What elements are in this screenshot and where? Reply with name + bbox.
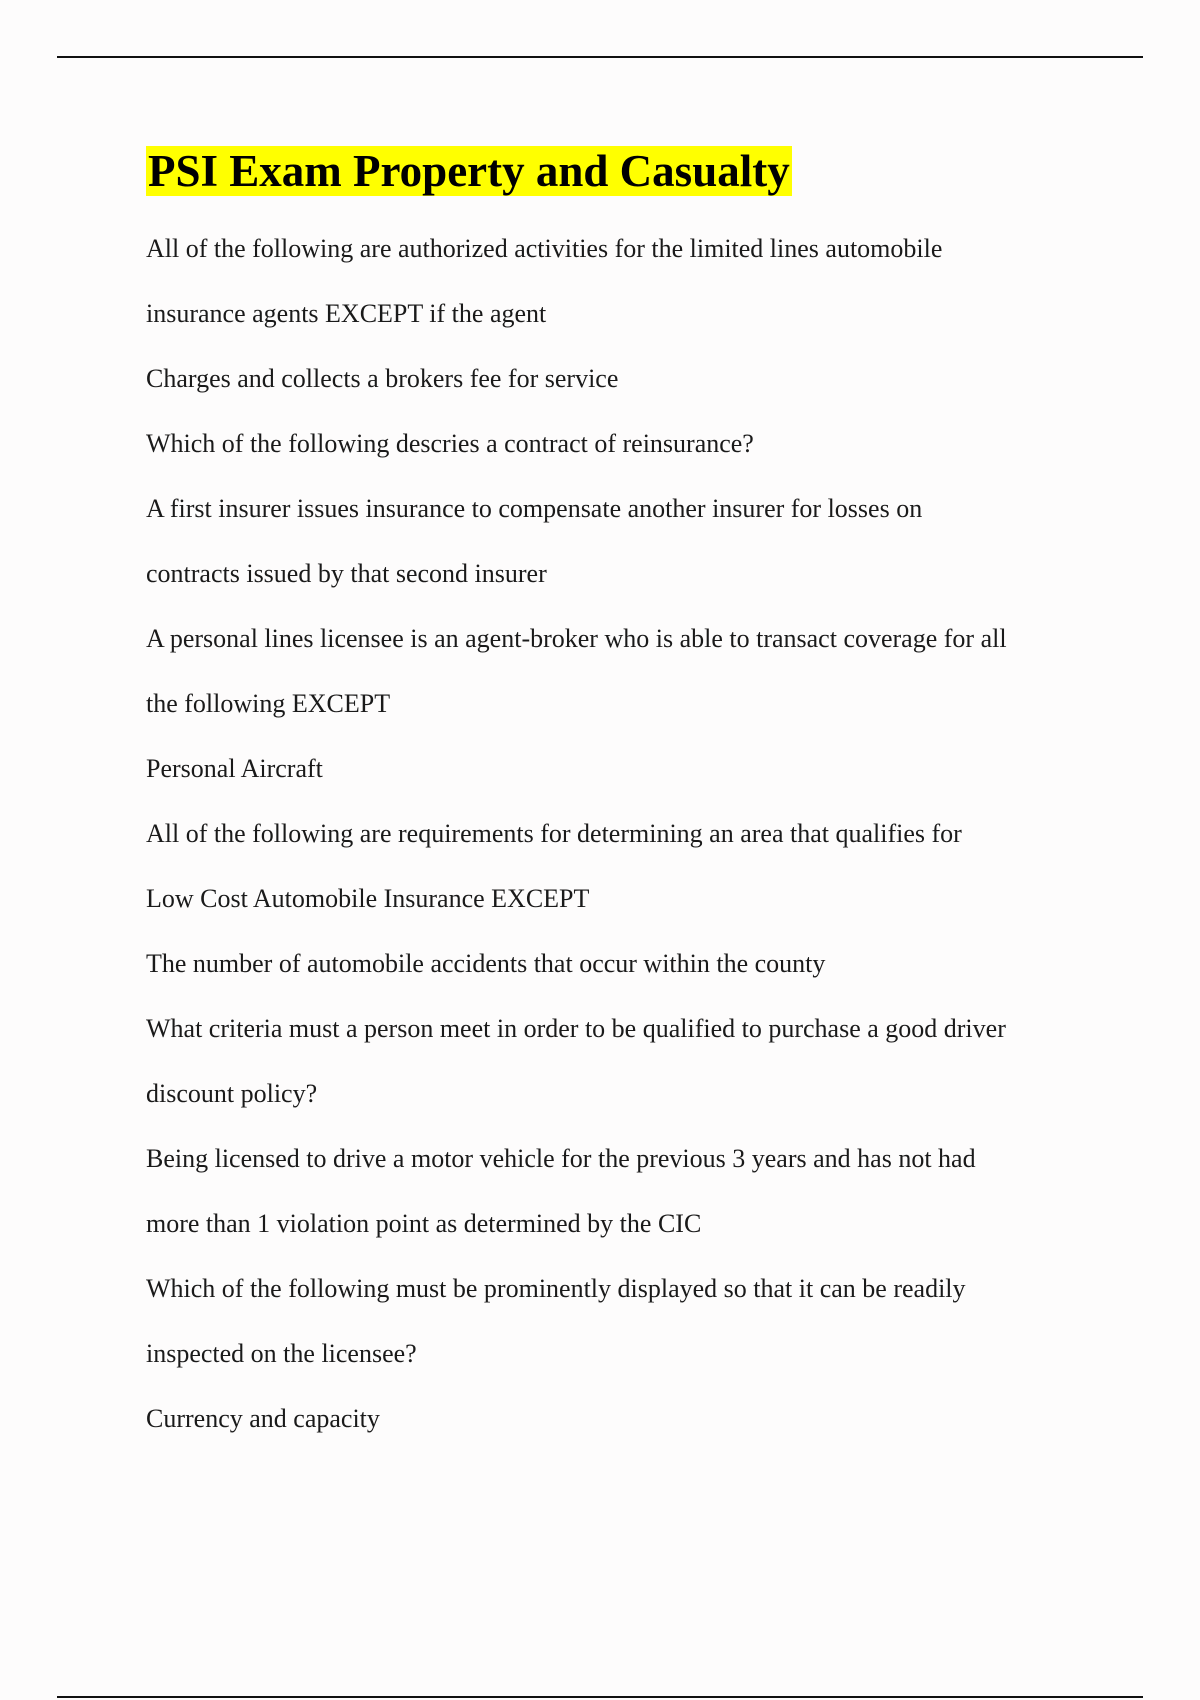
text-line: The number of automobile accidents that occur within the county bbox=[146, 949, 826, 978]
text-line: What criteria must a person meet in order to be qualified to purchase a good driver bbox=[146, 1014, 1006, 1043]
text-line: All of the following are requirements for determining an area that qualifies for bbox=[146, 819, 962, 848]
text-line: Charges and collects a brokers fee for service bbox=[146, 364, 619, 393]
text-line: Which of the following must be prominently displayed so that it can be readily bbox=[146, 1274, 966, 1303]
page-title bbox=[146, 140, 1106, 202]
text-line: Personal Aircraft bbox=[146, 754, 323, 783]
text-line: Currency and capacity bbox=[146, 1404, 380, 1433]
top-divider bbox=[57, 56, 1143, 58]
text-line: Being licensed to drive a motor vehicle for the previous 3 years and has not had bbox=[146, 1144, 976, 1173]
text-line: inspected on the licensee? bbox=[146, 1339, 417, 1368]
document-body bbox=[146, 140, 1106, 1451]
text-line: A personal lines licensee is an agent-broker who is able to transact coverage for all bbox=[146, 624, 1007, 653]
bottom-divider bbox=[57, 1696, 1143, 1698]
text-line: discount policy? bbox=[146, 1079, 318, 1108]
text-line: contracts issued by that second insurer bbox=[146, 559, 547, 588]
text-line: the following EXCEPT bbox=[146, 689, 391, 718]
text-line: All of the following are authorized activities for the limited lines automobile bbox=[146, 234, 943, 263]
text-line: more than 1 violation point as determined by the CIC bbox=[146, 1209, 702, 1238]
text-line: insurance agents EXCEPT if the agent bbox=[146, 299, 547, 328]
text-line: Which of the following descries a contract of reinsurance? bbox=[146, 429, 754, 458]
text-line: A first insurer issues insurance to compensate another insurer for losses on bbox=[146, 494, 923, 523]
text-line: Low Cost Automobile Insurance EXCEPT bbox=[146, 884, 590, 913]
title-highlight: PSI Exam Property and Casualty bbox=[148, 146, 790, 196]
